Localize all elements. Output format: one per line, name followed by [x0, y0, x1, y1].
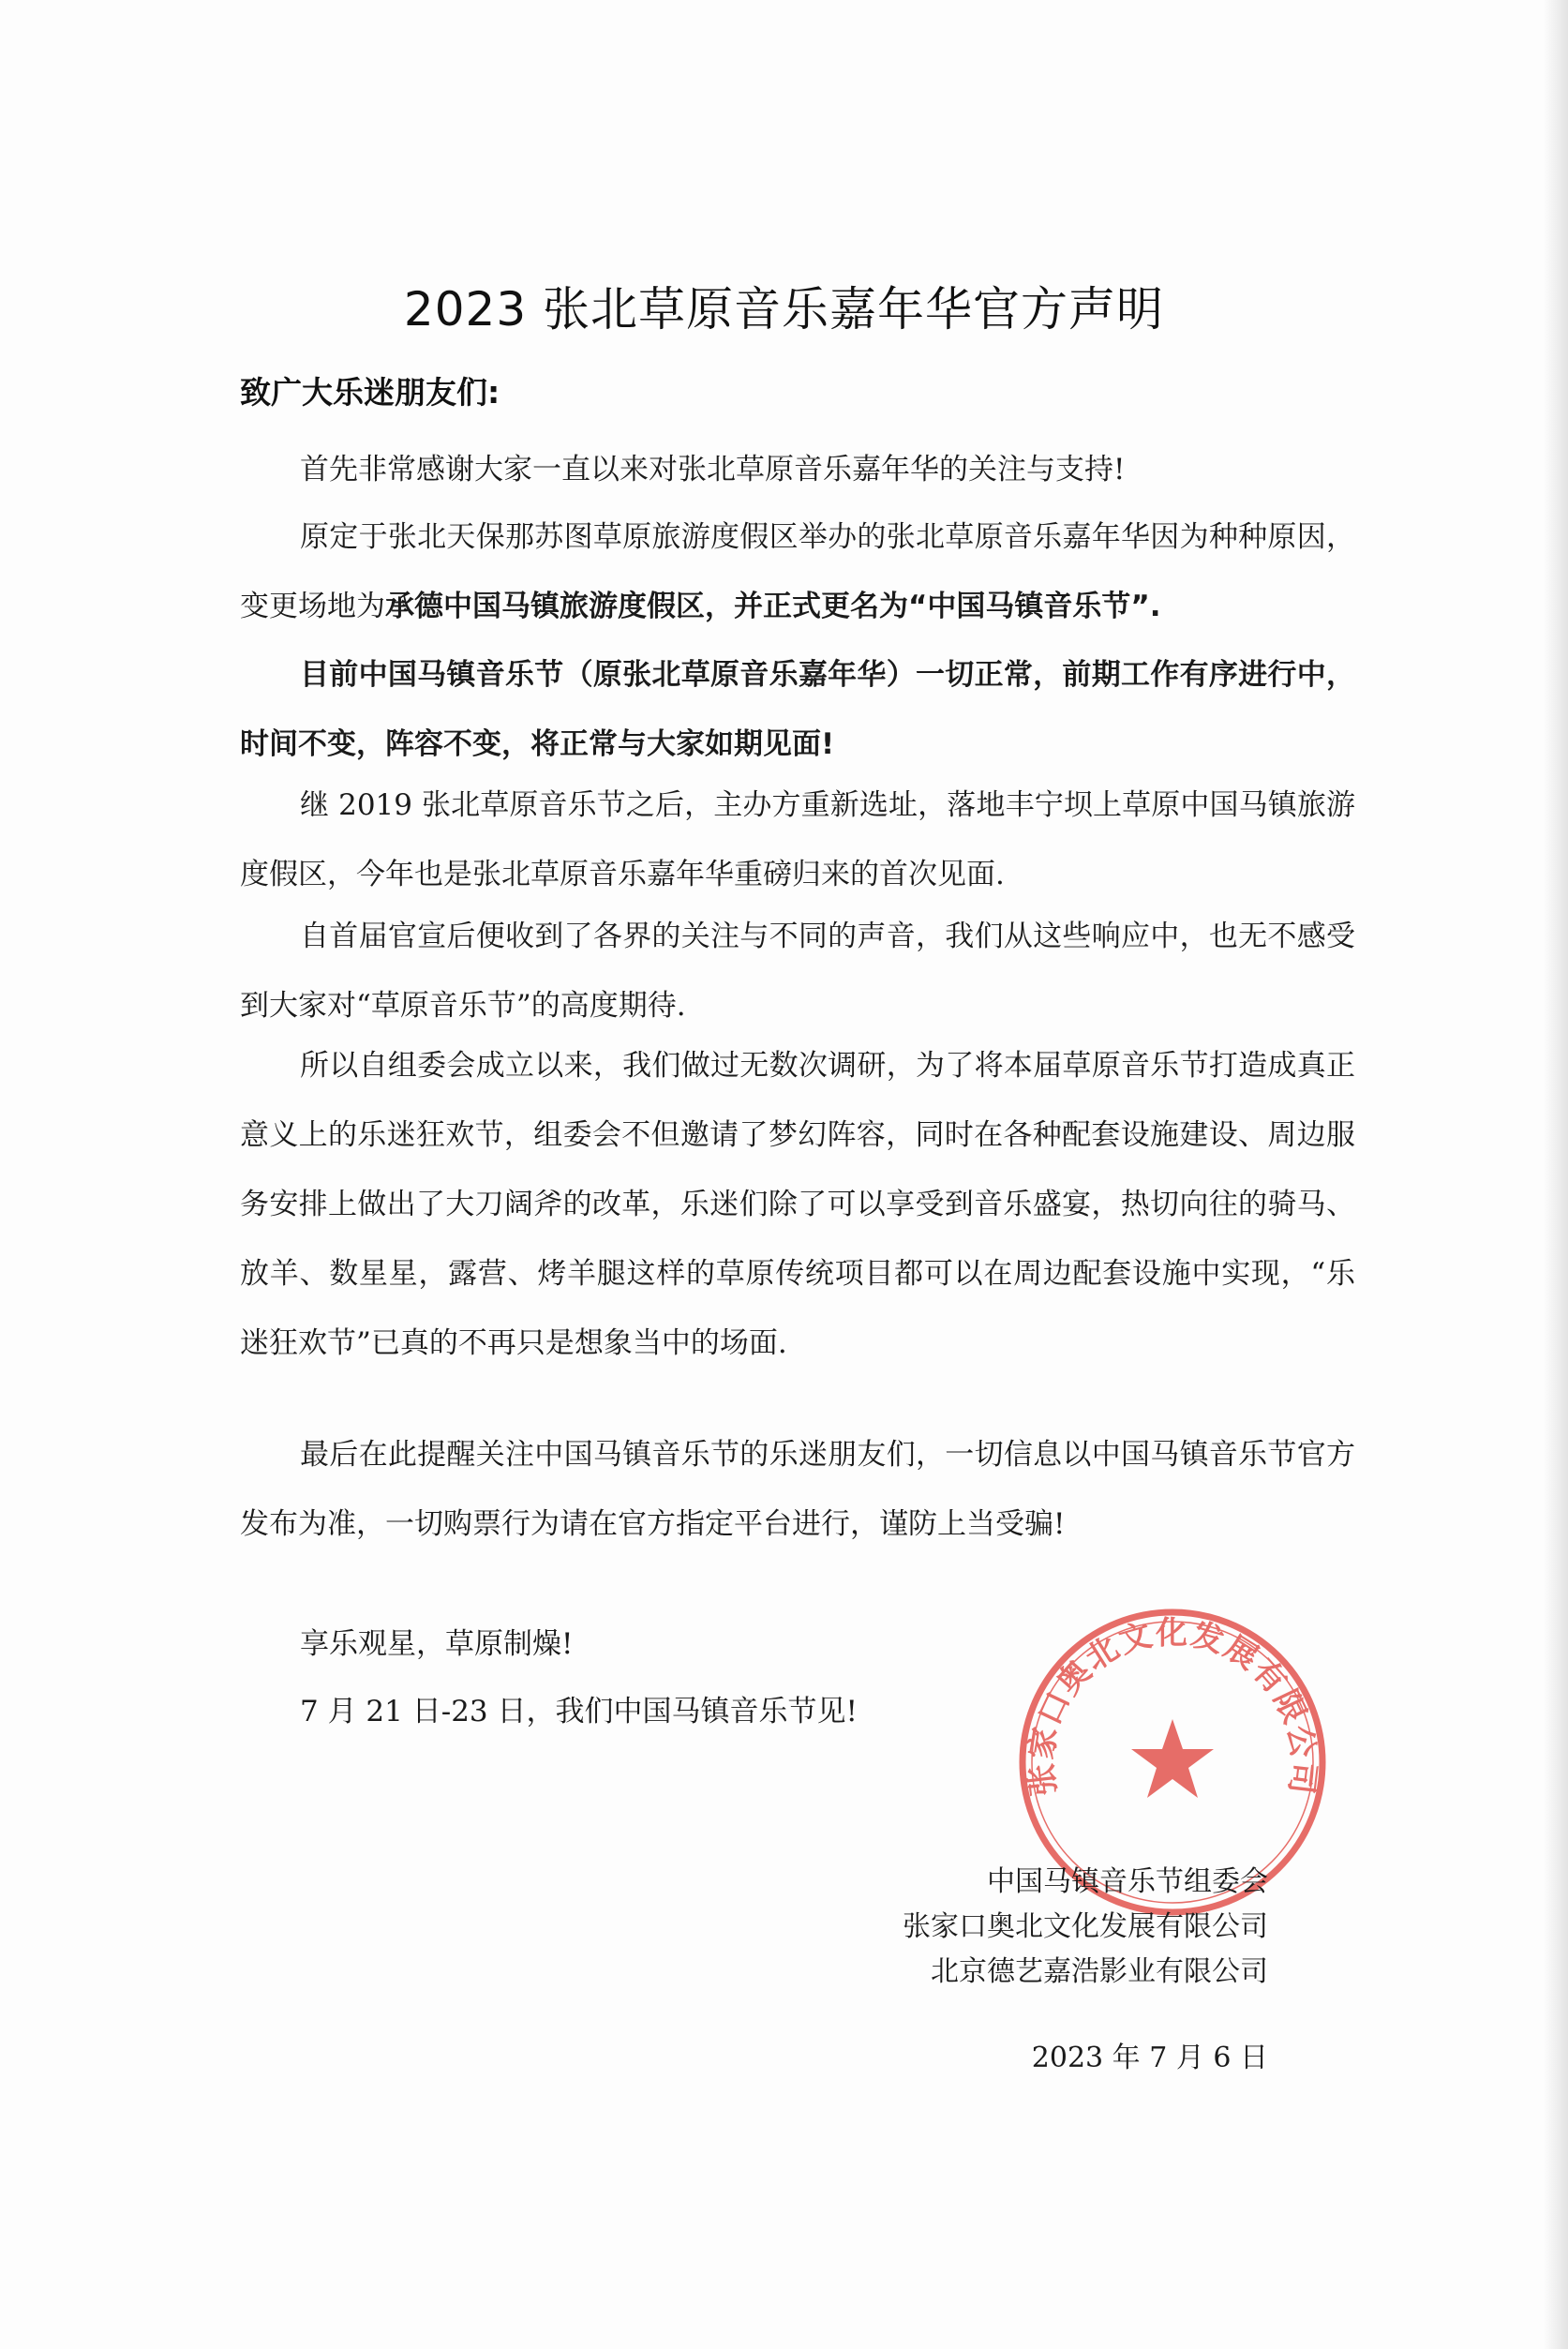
seal-text-path: 张家口奥北文化发展有限公司: [1022, 1614, 1323, 1799]
paragraph-history-text: 继 2019 张北草原音乐节之后，主办方重新选址，落地丰宁坝上草原中国马镇旅游度假区，今年也是张北草原音乐嘉年华重磅归来的首次见面.: [240, 788, 1355, 891]
signature-company-2: 北京德艺嘉浩影业有限公司: [931, 1955, 1268, 1988]
scan-edge-shadow: [1544, 0, 1568, 2349]
document-title: 2023 张北草原音乐嘉年华官方声明: [403, 282, 1165, 337]
greeting: 致广大乐迷朋友们:: [240, 374, 500, 411]
paragraph-expectations-text: 自首届官宣后便收到了各界的关注与不同的声音，我们从这些响应中，也无不感受到大家对“草原音乐节”的高度期待.: [240, 920, 1355, 1023]
closing-line-2: 7 月 21 日-23 日，我们中国马镇音乐节见!: [300, 1695, 858, 1728]
closing-line-1: 享乐观星，草原制燥!: [300, 1627, 574, 1661]
paragraph-thanks-text: 首先非常感谢大家一直以来对张北草原音乐嘉年华的关注与支持!: [300, 453, 1126, 486]
paragraph-improvements-text: 所以自组委会成立以来，我们做过无数次调研，为了将本届草原音乐节打造成真正意义上的乐迷狂欢节，组委会不但邀请了梦幻阵容，同时在各种配套设施建设、周边服务安排上做出了大刀阔斧的改革，乐迷们除了可以享受到音乐盛宴，热切向往的骑马、放羊、数星星，露营、烤羊腿这样的草原传统项目都可以在周边配套设施中实现，“乐迷狂欢节”已真的不再只是想象当中的场面.: [240, 1049, 1355, 1360]
paragraph-status-text: 目前中国马镇音乐节（原张北草原音乐嘉年华）一切正常，前期工作有序进行中，时间不变，阵容不变，将正常与大家如期见面!: [240, 658, 1355, 761]
paragraph-venue-change-bold: 承德中国马镇旅游度假区，并正式更名为“中国马镇音乐节”.: [385, 590, 1161, 623]
paragraph-reminder: [240, 1420, 1355, 1559]
paragraph-venue-change-text: 原定于张北天保那苏图草原旅游度假区举办的张北草原音乐嘉年华因为种种原因，变更场地为: [240, 520, 1355, 623]
paragraph-expectations: [240, 902, 1355, 1040]
signature-committee: 中国马镇音乐节组委会: [987, 1865, 1268, 1898]
paragraph-thanks: [240, 435, 1355, 504]
signature-company-1: 张家口奥北文化发展有限公司: [903, 1910, 1268, 1943]
document-date: 2023 年 7 月 6 日: [1031, 2042, 1268, 2074]
paragraph-venue-change: [240, 502, 1355, 641]
seal-star-icon: [1131, 1719, 1214, 1798]
paragraph-history: [240, 771, 1355, 909]
paragraph-reminder-text: 最后在此提醒关注中国马镇音乐节的乐迷朋友们，一切信息以中国马镇音乐节官方发布为准，一切购票行为请在官方指定平台进行，谨防上当受骗!: [240, 1438, 1355, 1541]
paragraph-status: [240, 640, 1355, 779]
paragraph-improvements: [240, 1031, 1355, 1378]
